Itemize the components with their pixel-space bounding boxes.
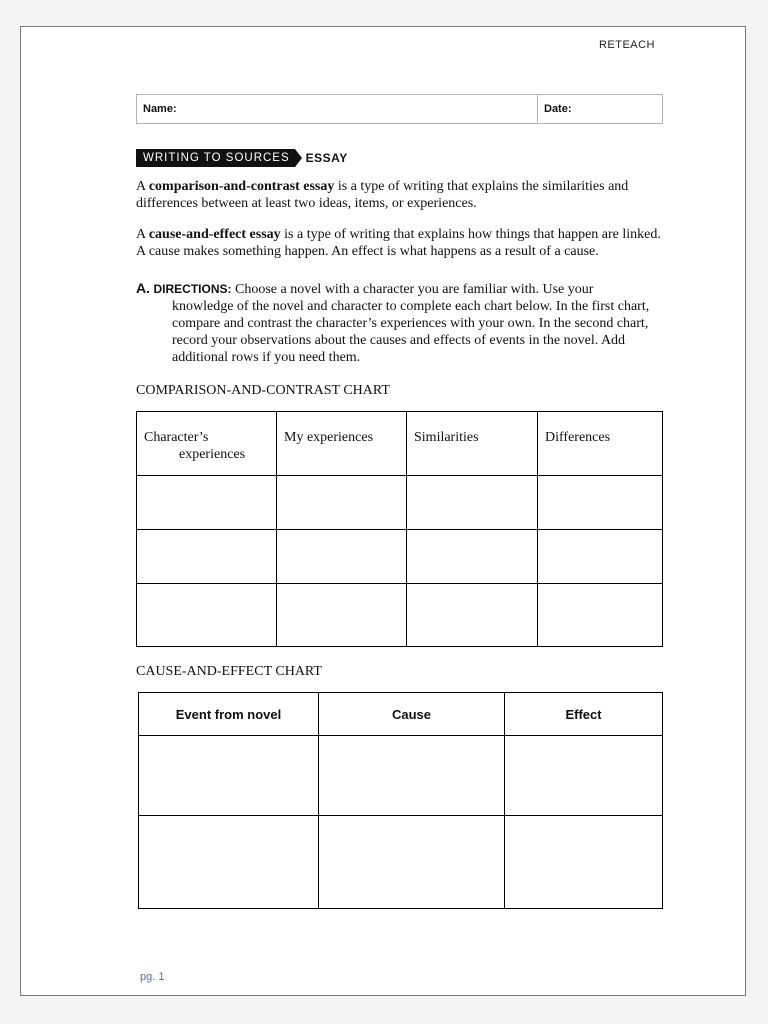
- header-characters-line2: experiences: [179, 447, 246, 462]
- table-cell[interactable]: [407, 584, 538, 647]
- cause-effect-header-row: [139, 693, 663, 736]
- cause-effect-definition: [136, 226, 666, 260]
- table-cell[interactable]: [407, 530, 538, 584]
- table-cell[interactable]: [538, 530, 663, 584]
- name-field[interactable]: [137, 95, 538, 123]
- table-cell[interactable]: [137, 584, 277, 647]
- table-cell[interactable]: [277, 530, 407, 584]
- header-effect: Effect: [505, 693, 663, 736]
- name-label: Name:: [143, 103, 177, 115]
- directions-label: DIRECTIONS:: [153, 282, 232, 296]
- table-cell[interactable]: [505, 816, 663, 909]
- comparison-term: comparison-and-contrast essay: [148, 179, 335, 194]
- table-row: [137, 530, 663, 584]
- table-cell[interactable]: [319, 736, 505, 816]
- table-cell[interactable]: [538, 476, 663, 530]
- comparison-intro: A: [136, 179, 149, 194]
- worksheet-page: [20, 26, 746, 996]
- comparison-text: is a type of writing that explains the similarities and differences between at least two ideas, items, or experiences.: [136, 179, 629, 211]
- essay-label: ESSAY: [305, 151, 348, 165]
- table-cell[interactable]: [137, 476, 277, 530]
- table-row: [139, 736, 663, 816]
- comparison-definition: [136, 178, 666, 212]
- header-cause: Cause: [319, 693, 505, 736]
- cause-effect-intro: A: [136, 227, 149, 242]
- writing-to-sources-label: WRITING TO SOURCES: [136, 149, 295, 167]
- comparison-chart: [136, 411, 663, 647]
- header-similarities: Similarities: [407, 412, 538, 476]
- directions-line1: Choose a novel with a character you are familiar with. Use your: [231, 282, 594, 297]
- reteach-tag: RETEACH: [598, 39, 655, 51]
- directions: [136, 280, 666, 366]
- cause-effect-term: cause-and-effect essay: [148, 227, 281, 242]
- table-row: [137, 584, 663, 647]
- cause-effect-chart-title: CAUSE-AND-EFFECT CHART: [136, 664, 322, 679]
- header-event-from-novel: Event from novel: [139, 693, 319, 736]
- cause-effect-text: is a type of writing that explains how things that happen are linked. A cause makes something happen. An effect is what happens as a result of a cause.: [136, 227, 661, 259]
- page-number: pg. 1: [140, 971, 165, 983]
- table-row: [137, 476, 663, 530]
- comparison-chart-title: COMPARISON-AND-CONTRAST CHART: [136, 383, 390, 398]
- table-cell[interactable]: [277, 584, 407, 647]
- cause-effect-chart: [138, 692, 663, 909]
- arrow-right-icon: [295, 149, 302, 167]
- comparison-header-row: [137, 412, 663, 476]
- header-characters-experiences: [137, 412, 277, 476]
- date-label: Date:: [544, 103, 572, 115]
- table-cell[interactable]: [538, 584, 663, 647]
- table-cell[interactable]: [139, 816, 319, 909]
- table-cell[interactable]: [505, 736, 663, 816]
- section-heading: [136, 149, 348, 167]
- directions-letter: A.: [136, 280, 150, 296]
- header-my-experiences: My experiences: [277, 412, 407, 476]
- table-cell[interactable]: [137, 530, 277, 584]
- table-cell[interactable]: [139, 736, 319, 816]
- table-cell[interactable]: [407, 476, 538, 530]
- directions-body: knowledge of the novel and character to complete each chart below. In the first chart, compare and contrast the character’s experiences with your own. In the second chart, record your observations about the causes and effects of events in the novel. Add additional rows if you need them.: [172, 299, 650, 365]
- table-cell[interactable]: [277, 476, 407, 530]
- table-cell[interactable]: [319, 816, 505, 909]
- name-date-box: [136, 94, 663, 124]
- date-field[interactable]: [538, 95, 662, 123]
- header-characters-line1: Character’s: [144, 430, 209, 445]
- header-differences: Differences: [538, 412, 663, 476]
- table-row: [139, 816, 663, 909]
